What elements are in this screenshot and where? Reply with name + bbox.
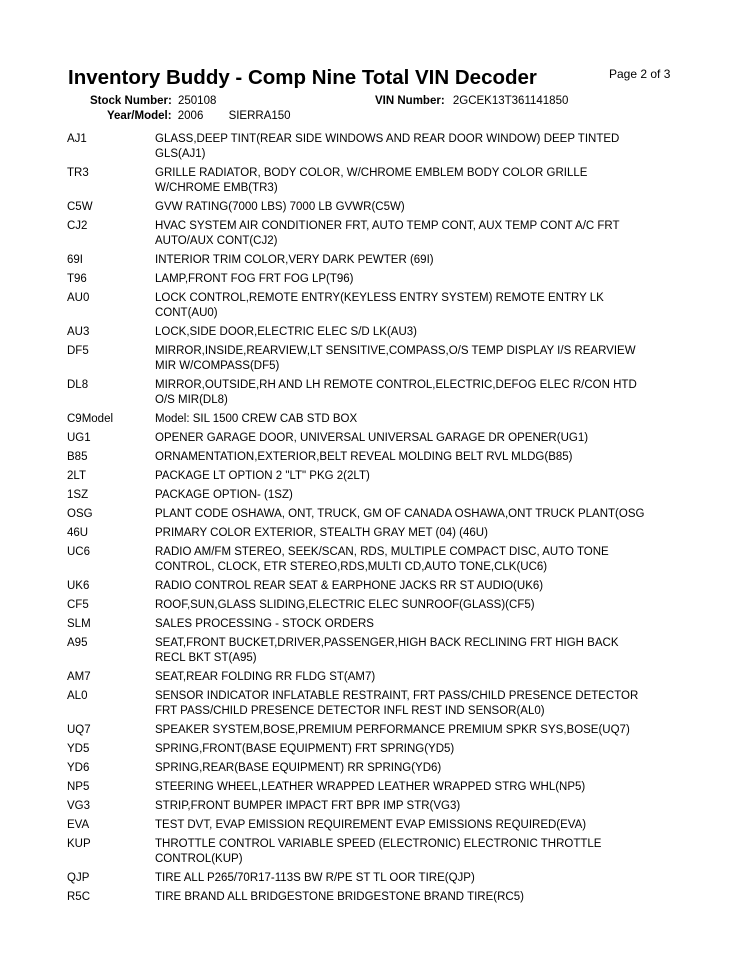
vin-number-value: 2GCEK13T361141850 (452, 95, 569, 107)
option-row (0, 780, 742, 795)
option-description: HVAC SYSTEM AIR CONDITIONER FRT, AUTO TEMP CONT, AUX TEMP CONT A/C FRT AUTO/AUX CONT(CJ2) (155, 220, 620, 247)
option-row (0, 598, 742, 613)
option-code: DF5 (67, 345, 89, 357)
option-row (0, 378, 742, 408)
option-code: AM7 (67, 671, 91, 683)
option-description: TIRE ALL P265/70R17-113S BW R/PE ST TL OOR TIRE(QJP) (155, 872, 475, 884)
option-code: TR3 (67, 167, 89, 179)
vin-number (375, 95, 568, 107)
option-row (0, 579, 742, 594)
option-description: LOCK CONTROL,REMOTE ENTRY(KEYLESS ENTRY SYSTEM) REMOTE ENTRY LK CONT(AU0) (155, 292, 604, 319)
option-description: PACKAGE LT OPTION 2 "LT" PKG 2(2LT) (155, 470, 370, 482)
option-code: T96 (67, 273, 87, 285)
option-row (0, 291, 742, 321)
option-row (0, 617, 742, 632)
option-code: R5C (67, 891, 91, 903)
year-model (107, 110, 291, 122)
year-value: 2006 (177, 110, 204, 122)
option-row (0, 431, 742, 446)
option-row (0, 636, 742, 666)
option-code-list (0, 132, 742, 909)
option-code: 1SZ (67, 489, 89, 501)
option-description: STRIP,FRONT BUMPER IMPACT FRT BPR IMP STR(VG3) (155, 800, 461, 812)
option-code: C5W (67, 201, 93, 213)
report-title: Inventory Buddy - Comp Nine Total VIN Decoder (68, 66, 537, 89)
option-description: Model: SIL 1500 CREW CAB STD BOX (155, 413, 358, 425)
option-code: YD5 (67, 743, 90, 755)
option-description: SPEAKER SYSTEM,BOSE,PREMIUM PERFORMANCE PREMIUM SPKR SYS,BOSE(UQ7) (155, 724, 630, 736)
option-description: PACKAGE OPTION- (1SZ) (155, 489, 293, 501)
option-row (0, 488, 742, 503)
option-row (0, 219, 742, 249)
option-row (0, 325, 742, 340)
option-description: SPRING,FRONT(BASE EQUIPMENT) FRT SPRING(YD5) (155, 743, 455, 755)
option-row (0, 689, 742, 719)
option-code: UQ7 (67, 724, 91, 736)
option-description: INTERIOR TRIM COLOR,VERY DARK PEWTER (69I) (155, 254, 434, 266)
option-code: QJP (67, 872, 90, 884)
option-code: C9Model (67, 413, 114, 425)
option-code: UC6 (67, 546, 91, 558)
option-description: MIRROR,INSIDE,REARVIEW,LT SENSITIVE,COMPASS,O/S TEMP DISPLAY I/S REARVIEW MIR W/COMPASS(DF5) (155, 345, 636, 372)
stock-number-value: 250108 (178, 95, 217, 107)
option-code: KUP (67, 838, 91, 850)
option-description: GRILLE RADIATOR, BODY COLOR, W/CHROME EMBLEM BODY COLOR GRILLE W/CHROME EMB(TR3) (155, 167, 588, 194)
option-description: SEAT,FRONT BUCKET,DRIVER,PASSENGER,HIGH BACK RECLINING FRT HIGH BACK RECL BKT ST(A95) (155, 637, 619, 664)
option-row (0, 723, 742, 738)
option-description: THROTTLE CONTROL VARIABLE SPEED (ELECTRONIC) ELECTRONIC THROTTLE CONTROL(KUP) (155, 838, 602, 865)
option-description: GVW RATING(7000 LBS) 7000 LB GVWR(C5W) (155, 201, 405, 213)
option-code: A95 (67, 637, 88, 649)
option-row (0, 412, 742, 427)
option-row (0, 166, 742, 196)
option-description: RADIO AM/FM STEREO, SEEK/SCAN, RDS, MULTIPLE COMPACT DISC, AUTO TONE CONTROL, CLOCK, ETR STEREO,RDS,MULTI CD,AUTO TONE,CLK(UC6) (155, 546, 609, 573)
option-description: TIRE BRAND ALL BRIDGESTONE BRIDGESTONE BRAND TIRE(RC5) (155, 891, 524, 903)
option-row (0, 742, 742, 757)
option-row (0, 272, 742, 287)
option-row (0, 450, 742, 465)
option-description: MIRROR,OUTSIDE,RH AND LH REMOTE CONTROL,ELECTRIC,DEFOG ELEC R/CON HTD O/S MIR(DL8) (155, 379, 637, 406)
option-code: YD6 (67, 762, 90, 774)
option-row (0, 253, 742, 268)
option-row (0, 837, 742, 867)
option-code: AL0 (67, 690, 88, 702)
option-description: SEAT,REAR FOLDING RR FLDG ST(AM7) (155, 671, 376, 683)
option-description: PLANT CODE OSHAWA, ONT, TRUCK, GM OF CANADA OSHAWA,ONT TRUCK PLANT(OSG (155, 508, 645, 520)
option-code: AJ1 (67, 133, 87, 145)
option-description: LAMP,FRONT FOG FRT FOG LP(T96) (155, 273, 354, 285)
option-row (0, 670, 742, 685)
option-row (0, 871, 742, 886)
option-description: OPENER GARAGE DOOR, UNIVERSAL UNIVERSAL GARAGE DR OPENER(UG1) (155, 432, 589, 444)
option-description: ORNAMENTATION,EXTERIOR,BELT REVEAL MOLDING BELT RVL MLDG(B85) (155, 451, 573, 463)
option-row (0, 507, 742, 522)
option-code: UG1 (67, 432, 91, 444)
option-code: AU0 (67, 292, 90, 304)
year-model-label: Year/Model: (107, 110, 172, 122)
option-code: CF5 (67, 599, 89, 611)
option-row (0, 132, 742, 162)
option-description: GLASS,DEEP TINT(REAR SIDE WINDOWS AND REAR DOOR WINDOW) DEEP TINTED GLS(AJ1) (155, 133, 620, 160)
page-number: Page 2 of 3 (609, 67, 671, 81)
option-row (0, 761, 742, 776)
option-row (0, 799, 742, 814)
option-description: SALES PROCESSING - STOCK ORDERS (155, 618, 374, 630)
option-row (0, 469, 742, 484)
option-code: EVA (67, 819, 90, 831)
option-code: B85 (67, 451, 88, 463)
option-description: ROOF,SUN,GLASS SLIDING,ELECTRIC ELEC SUNROOF(GLASS)(CF5) (155, 599, 535, 611)
option-row (0, 526, 742, 541)
option-description: STEERING WHEEL,LEATHER WRAPPED LEATHER WRAPPED STRG WHL(NP5) (155, 781, 586, 793)
option-row (0, 200, 742, 215)
stock-number-label: Stock Number: (90, 95, 172, 107)
option-row (0, 818, 742, 833)
option-description: PRIMARY COLOR EXTERIOR, STEALTH GRAY MET (04) (46U) (155, 527, 488, 539)
stock-number (90, 95, 216, 107)
option-code: CJ2 (67, 220, 88, 232)
option-code: VG3 (67, 800, 91, 812)
option-description: TEST DVT, EVAP EMISSION REQUIREMENT EVAP EMISSIONS REQUIRED(EVA) (155, 819, 587, 831)
option-description: LOCK,SIDE DOOR,ELECTRIC ELEC S/D LK(AU3) (155, 326, 418, 338)
option-description: SPRING,REAR(BASE EQUIPMENT) RR SPRING(YD6) (155, 762, 442, 774)
option-code: OSG (67, 508, 93, 520)
option-description: SENSOR INDICATOR INFLATABLE RESTRAINT, FRT PASS/CHILD PRESENCE DETECTOR FRT PASS/CHILD PRESENCE DETECTOR INFL REST IND SENSOR(AL0) (155, 690, 639, 717)
vin-number-label: VIN Number: (375, 95, 445, 107)
option-code: 69I (67, 254, 83, 266)
option-row (0, 344, 742, 374)
option-code: NP5 (67, 781, 90, 793)
option-description: RADIO CONTROL REAR SEAT & EARPHONE JACKS RR ST AUDIO(UK6) (155, 580, 544, 592)
option-code: AU3 (67, 326, 90, 338)
option-code: SLM (67, 618, 91, 630)
option-code: 46U (67, 527, 89, 539)
model-value: SIERRA150 (228, 110, 291, 122)
option-row (0, 890, 742, 905)
option-code: 2LT (67, 470, 86, 482)
option-code: UK6 (67, 580, 90, 592)
option-row (0, 545, 742, 575)
option-code: DL8 (67, 379, 89, 391)
